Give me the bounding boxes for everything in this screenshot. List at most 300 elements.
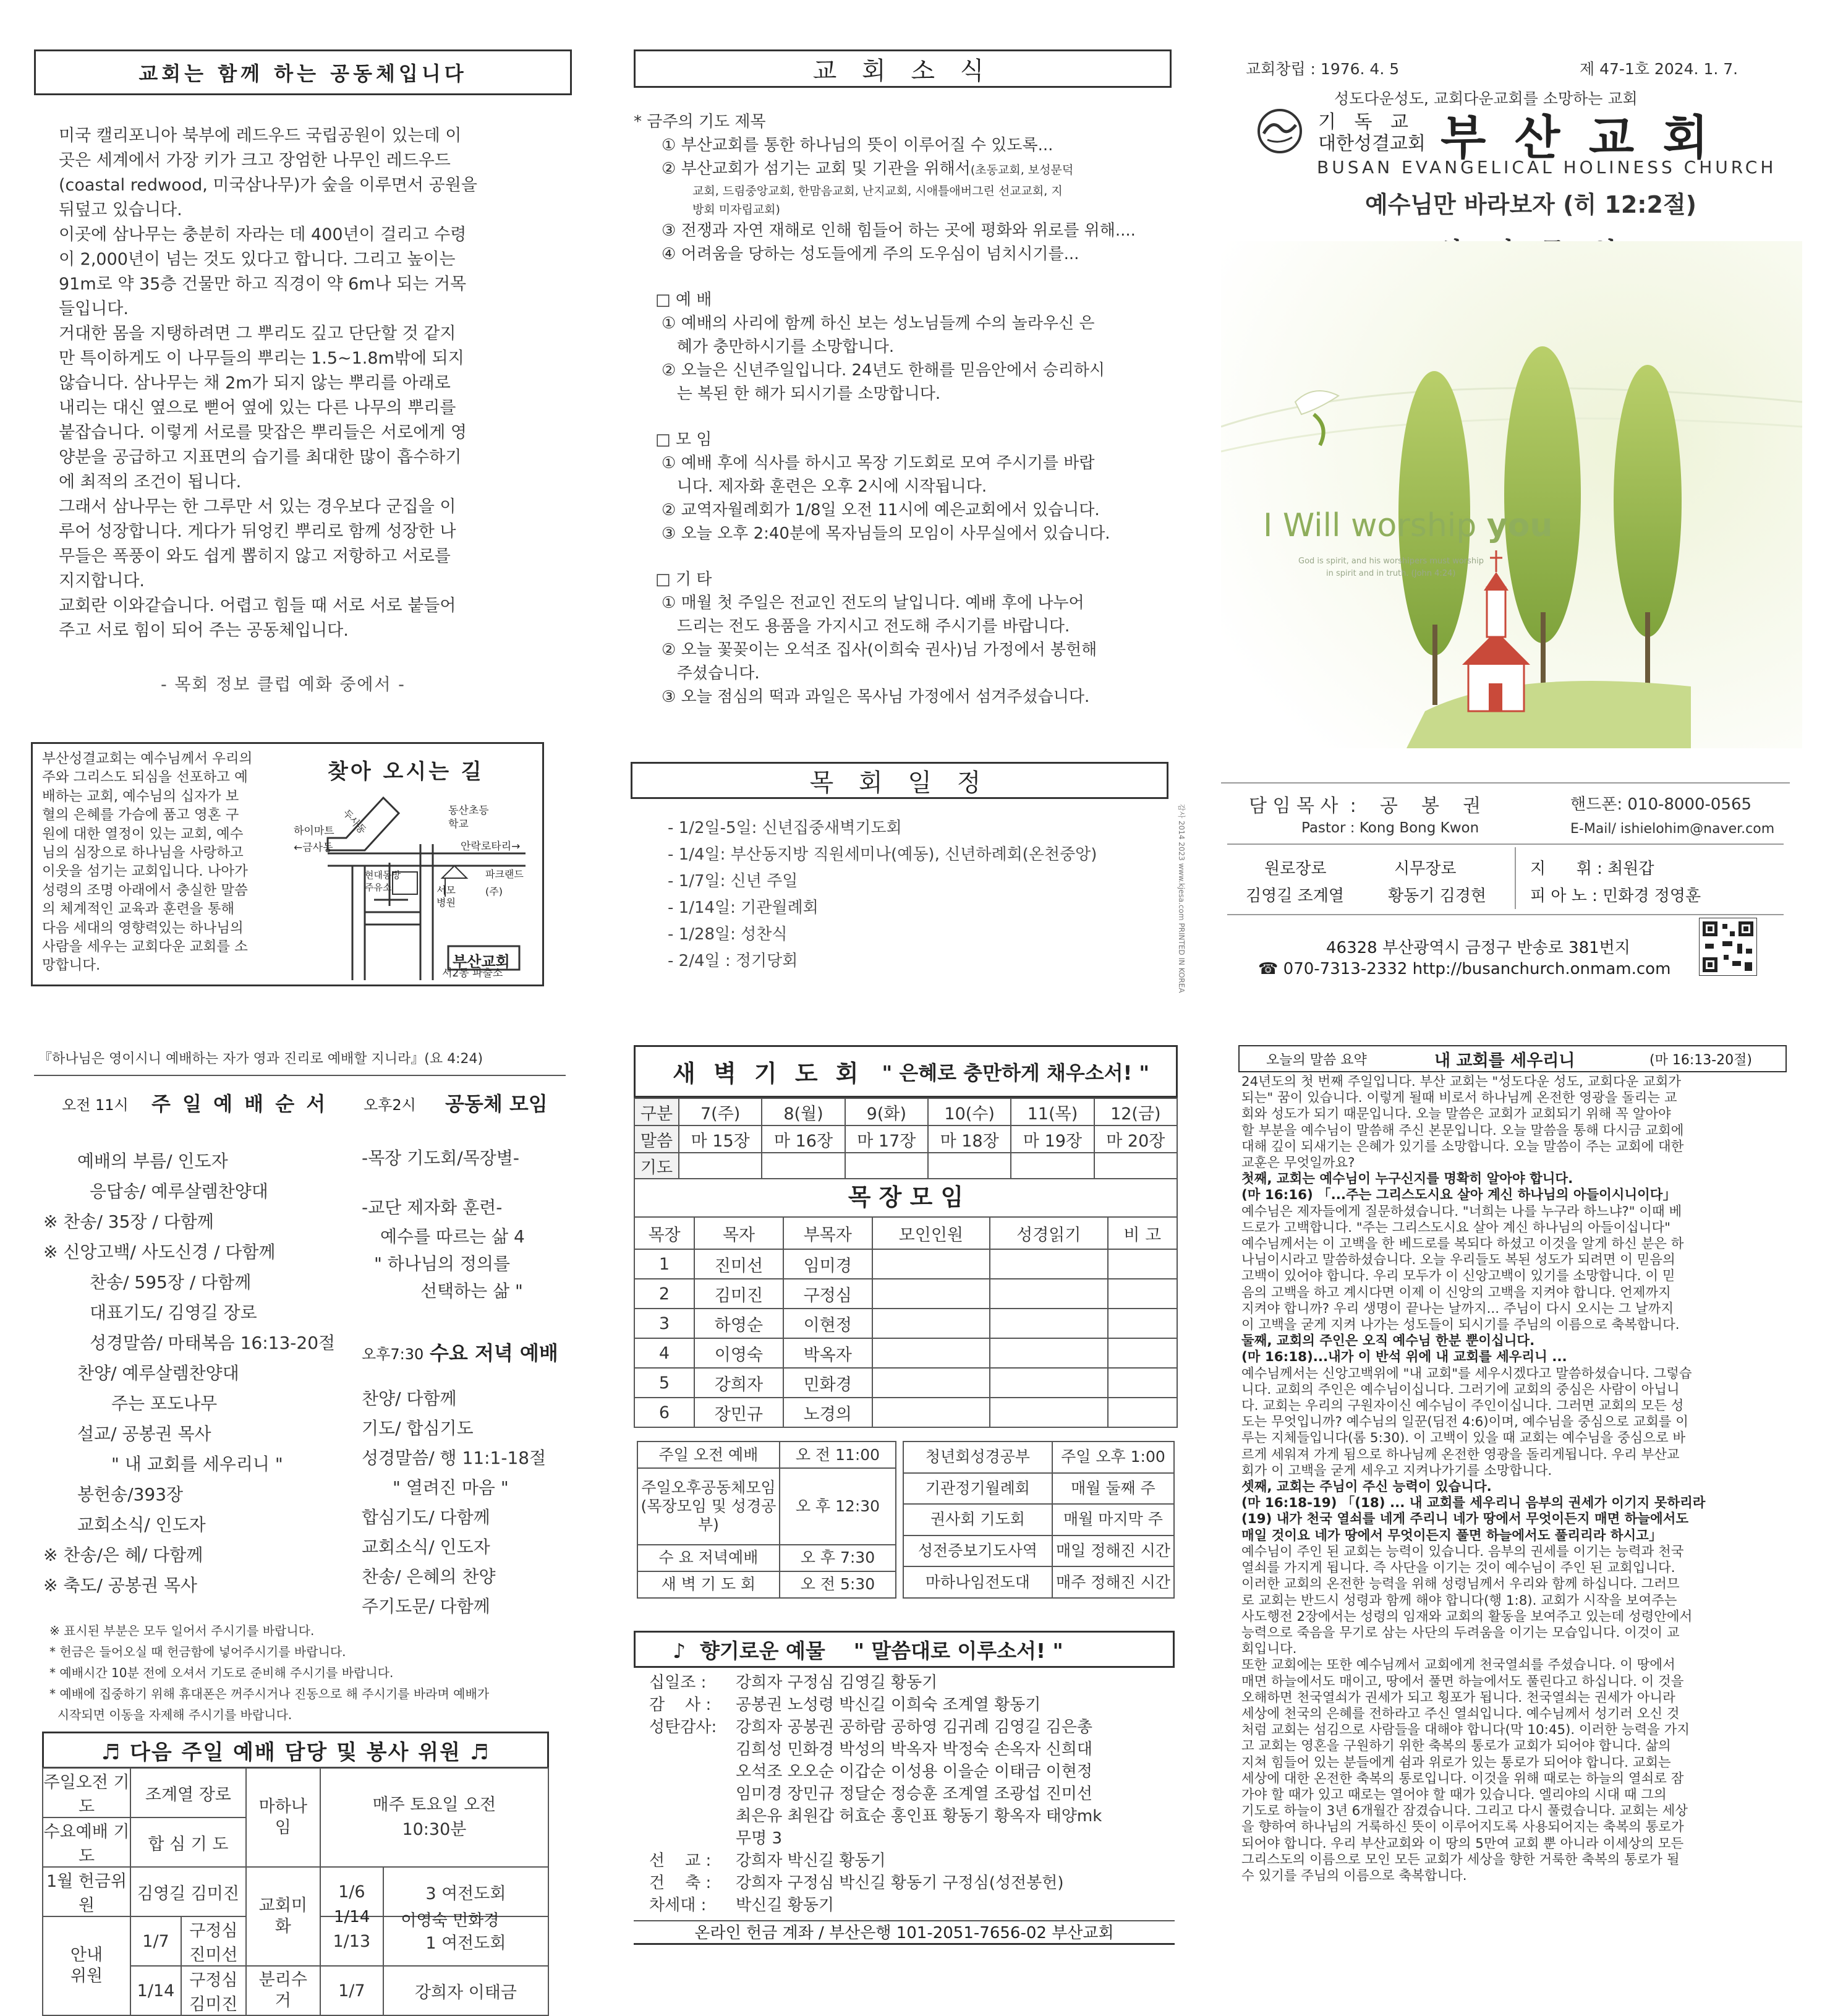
sermon-line: 가야 할 때가 있고 때로는 열어야 할 때가 있습니다. 엘리야의 시대 때 그의 <box>1241 1787 1667 1803</box>
sermon-line: 나님이시라고 말씀하셨습니다. 오늘 우리들도 복된 성도가 되려면 이 믿음의 <box>1241 1252 1675 1268</box>
offering-category: 성탄감사: <box>649 1718 717 1736</box>
article-title-box <box>34 49 572 95</box>
article-line: 무들은 폭풍이 와도 쉽게 뽑히지 않고 저항하고 서로를 <box>59 547 451 566</box>
mokjang-cell <box>872 1398 990 1427</box>
map-roads <box>291 745 538 983</box>
dawn-word-6: 마 20장 <box>1094 1125 1177 1153</box>
cover-verse-2: in spirit and in truth. (John 4:24) <box>1326 569 1456 578</box>
pastoral-title-box <box>631 762 1168 799</box>
dawn-word-2: 마 16장 <box>762 1125 845 1153</box>
sermon-line: 을 향하여 하나님의 거룩하신 뜻이 이루어지도록 사용되어지는 축복의 통로가 <box>1241 1819 1684 1835</box>
mokjang-cell <box>872 1338 990 1368</box>
etc-line: 드리는 전도 용품을 가지시고 전도해 주시기를 바랍니다. <box>662 617 1070 636</box>
mahana-label: 마하나임 <box>246 1768 320 1867</box>
g2-name: 구정심 김미진 <box>181 1966 246 2015</box>
pastor-email: E-Mail/ ishielohim@naver.com <box>1570 821 1775 837</box>
prayer-1: ① 부산교회를 통한 하나님의 뜻이 이루어질 수 있도록... <box>662 136 1053 155</box>
order-item: ※ 찬송/은 혜/ 다함께 <box>43 1545 203 1565</box>
choir-director: 지 휘 : 최원갑 <box>1530 860 1654 878</box>
order-item: 교회소식/ 인도자 <box>77 1514 206 1535</box>
schedule-cell: 오 후 12:30 <box>780 1468 896 1545</box>
mokjang-row <box>634 1249 1177 1279</box>
article-line: 붙잡습니다. 이렇게 서로를 맞잡은 뿌리들은 서로에게 영 <box>59 423 467 442</box>
staff-divider-1 <box>1221 782 1790 784</box>
order-item: 예배의 부름/ 인도자 <box>77 1151 228 1171</box>
mokjang-cell <box>872 1368 990 1398</box>
cover-issue: 제 47-1호 2024. 1. 7. <box>1580 60 1738 78</box>
order-wed-time: 오후7:30 <box>362 1346 424 1363</box>
duty-title-box <box>42 1732 549 1769</box>
sermon-line: 셋째, 교회는 주님이 주신 능력이 있습니다. <box>1241 1479 1492 1495</box>
sermon-line: 할 부분을 예수님이 말씀해 주신 본문입니다. 오늘 말씀을 통해 다시금 교회에 <box>1241 1122 1684 1138</box>
map-label-church: 부산교회 <box>453 953 510 970</box>
sermon-line: 둘째, 교회의 주인은 오직 예수님 한분 뿐이십니다. <box>1241 1333 1535 1349</box>
schedule-row <box>637 1545 896 1571</box>
order-item: ※ 신앙고백/ 사도신경 / 다함께 <box>43 1242 276 1262</box>
sermon-line: 음의 고백을 하고 계시다면 이제 이 신앙의 고백을 지켜야 합니다. 언제까지 <box>1241 1284 1671 1301</box>
m1-date: 1/6 <box>320 1867 383 1916</box>
map-label-dongsan: 동산초등학교 <box>448 805 489 831</box>
mokjang-cell: 1 <box>634 1249 694 1279</box>
wed-item: " 열려진 마음 " <box>393 1477 509 1498</box>
offering-row <box>649 1672 1181 1694</box>
mokjang-cell <box>1108 1309 1177 1338</box>
map <box>291 745 538 983</box>
mokjang-cell: 장민규 <box>694 1398 783 1427</box>
guide-label: 안내위원 <box>43 1916 130 2015</box>
sermon-line: 교훈은 무엇일까요? <box>1241 1155 1355 1171</box>
mokjang-row <box>634 1398 1177 1427</box>
order-verse: 『하나님은 영이시니 예배하는 자가 영과 진리로 예배할 지니라』(요 4:24) <box>38 1051 483 1067</box>
order-note: 시작되면 이동을 자제해 주시기를 바랍니다. <box>49 1707 292 1722</box>
prayer-2-wrap <box>634 157 1178 182</box>
article-line: 양분을 공급하고 지표면의 습기를 최대한 많이 흡수하기 <box>59 448 462 467</box>
schedule-row <box>903 1566 1174 1598</box>
schedule-cell: 매월 마지막 주 <box>1052 1504 1174 1535</box>
sermon-line: 사도행전 2장에서는 성령의 임재와 교회의 활동을 보여주고 있는데 성령안에서 <box>1241 1608 1693 1625</box>
mokjang-cell <box>990 1279 1107 1309</box>
map-label-hyundai: 현대동방주유소 <box>365 869 401 893</box>
mokjang-cell: 박옥자 <box>783 1338 872 1368</box>
dawn-table <box>634 1098 1178 1179</box>
mokjang-row <box>634 1368 1177 1398</box>
mokjang-head-2: 부목자 <box>783 1217 872 1249</box>
etc-line: 주셨습니다. <box>662 664 760 683</box>
sermon-line: 이러한 교회의 온전한 능력을 위해 성령님께서 우리와 함께 하십니다. 그러므 <box>1241 1576 1680 1592</box>
order-note: ※ 표시된 부분은 모두 일어서 주시기를 바랍니다. <box>49 1623 315 1638</box>
sermon-label: 오늘의 말씀 요약 <box>1266 1053 1367 1068</box>
article-line: 들입니다. <box>59 299 129 318</box>
sermon-line: 회와 성도가 되기 때문입니다. 오늘 말씀은 교회가 교회되기 위해 꼭 알아야 <box>1241 1106 1671 1122</box>
news-content <box>634 110 1178 709</box>
b2-date: 1/14 <box>334 1908 370 1926</box>
offering-names: 김희성 민화경 박성의 박옥자 박정숙 손옥자 신희대 <box>736 1740 1093 1759</box>
schedule-cell: 성전증보기도사역 <box>903 1535 1052 1567</box>
article-line: 뒤덮고 있습니다. <box>59 200 182 220</box>
pm-item: -교단 제자화 훈련- <box>362 1197 503 1218</box>
mokjang-cell <box>872 1309 990 1338</box>
offering-row <box>649 1850 1181 1872</box>
order-item: 대표기도/ 김영길 장로 <box>90 1302 257 1323</box>
order-item: 응답송/ 예루살렘찬양대 <box>90 1181 268 1202</box>
elder1-names: 김영길 조계열 <box>1246 887 1344 905</box>
offering-names: 강희자 구정심 김영길 황동기 <box>736 1673 938 1692</box>
offering-row <box>649 1738 1181 1761</box>
article-line: 그래서 삼나무는 한 그루만 서 있는 경우보다 군집을 이 <box>59 497 456 516</box>
offering-row <box>649 1716 1181 1738</box>
dawn-word-5: 마 19장 <box>1011 1125 1094 1153</box>
article-line: 거대한 몸을 지탱하려면 그 뿌리도 깊고 단단할 것 같지 <box>59 324 456 343</box>
sermon-line: (마 16:18)...내가 이 반석 위에 내 교회를 세우리니 ... <box>1241 1349 1567 1365</box>
schedule-cell: 매일 정해진 시간 <box>1052 1535 1174 1567</box>
sermon-line: 로 교회는 반드시 성령과 함께 해야 합니다(행 1:8). 교회가 시작을 보여주는 <box>1241 1592 1677 1608</box>
sermon-line: 지쳐 힘들어 있는 분들에게 쉼과 위로가 있는 통로가 되어야 합니다. 교회는 <box>1241 1754 1671 1770</box>
offering-names: 공봉권 노성령 박신길 이희숙 조계열 황동기 <box>736 1696 1041 1714</box>
meeting-line: ③ 오늘 오후 2:40분에 목자님들의 모임이 사무실에서 있습니다. <box>662 524 1110 543</box>
dawn-head-4: 10(수) <box>928 1098 1011 1125</box>
mokjang-row <box>634 1338 1177 1368</box>
sermon-line: 르게 세워져 가게 됨으로 하나님께 온전한 영광을 돌리게됩니다. 우리 부산교 <box>1241 1446 1680 1463</box>
cover-founded: 교회창립 : 1976. 4. 5 <box>1246 60 1400 78</box>
offering-names: 오석조 오오순 이갑순 이성용 이을순 이태금 이현정 <box>736 1762 1093 1781</box>
pastoral-item: - 1/14일: 기관월례회 <box>668 899 819 917</box>
schedule-row <box>637 1468 896 1545</box>
offering-category <box>649 1827 736 1850</box>
offering-row <box>649 1827 1181 1850</box>
staff-divider-2 <box>1227 844 1784 845</box>
sermon-title: 내 교회를 세우리니 <box>1434 1051 1575 1070</box>
sermon-line: 24년도의 첫 번째 주일입니다. 부산 교회는 "성도다운 성도, 교회다운 교회가 <box>1241 1074 1682 1090</box>
mokjang-title: 목 장 모 임 <box>634 1178 1178 1216</box>
etc-lines <box>634 591 1178 709</box>
sermon-line: 오해하면 천국열쇠가 권세가 되고 횡포가 됩니다. 천국열쇠는 권세가 아니라 <box>1241 1689 1675 1706</box>
staff-vline <box>1515 847 1516 909</box>
sermon-line: 또한 교회에는 또한 예수님께서 교회에게 천국열쇠를 주셨습니다. 이 땅에서 <box>1241 1657 1675 1673</box>
offering-names: 무명 3 <box>736 1829 783 1848</box>
article-line: 지지합니다. <box>59 571 145 591</box>
mokjang-cell: 6 <box>634 1398 694 1427</box>
pm-item: -목장 기도회/목장별- <box>362 1148 519 1168</box>
sermon-line: 예수님께서는 신앙고백위에 "내 교회"를 세우시겠다고 말씀하셨습니다. 그렇습 <box>1241 1365 1692 1382</box>
article-line: 이 2,000년이 넘는 것도 있다고 합니다. 그리고 높이는 <box>59 250 456 269</box>
sermon-line: 기도로 하늘이 3년 6개월간 잠겼습니다. 그리고 다시 풀렸습니다. 교회는 세상 <box>1241 1803 1688 1819</box>
cover-name: 부 산 교 회 <box>1441 110 1715 165</box>
schedule-cell: 새 벽 기 도 회 <box>637 1571 780 1598</box>
wed-item: 주기도문/ 다함께 <box>362 1596 490 1617</box>
elder2-names: 황동기 김경현 <box>1388 887 1486 905</box>
article-line: 에 최적의 조건이 됩니다. <box>59 472 242 492</box>
account-box <box>634 1920 1175 1945</box>
b2-name: 이영숙 민화경 <box>401 1911 500 1930</box>
address: 46328 부산광역시 금정구 반송로 381번지 <box>1326 939 1630 957</box>
sermon-line: 드로가 고백합니다. "주는 그리스도시요 살아 계신 하나님의 아들이십니다" <box>1241 1219 1670 1236</box>
schedule-cell: 주일 오전 예배 <box>637 1442 780 1468</box>
map-label-seodong-2: 서2동 파출소 <box>442 967 503 980</box>
article-line: (coastal redwood, 미국삼나무)가 숲을 이루면서 공원을 <box>59 176 477 195</box>
cover-eng: BUSAN EVANGELICAL HOLINESS CHURCH <box>1317 157 1777 177</box>
meeting-line: ② 교역자월례회가 1/8일 오전 11시에 예은교회에서 있습니다. <box>662 501 1100 519</box>
sermon-line: 루는 지체들입니다(롬 5:30). 이 고백이 있을 때 교회는 예수님을 중심으로 바 <box>1241 1430 1686 1446</box>
offering-category: 건 축 : <box>649 1874 712 1892</box>
wed-items <box>362 1384 566 1621</box>
mokjang-table <box>634 1216 1178 1428</box>
sermon-line: (마 16:16) 「...주는 그리스도시요 살아 계신 하나님의 아들이시니이다」 <box>1241 1187 1676 1203</box>
offering-category <box>649 1738 736 1761</box>
cover-worship-you: you <box>1486 507 1553 544</box>
article-line: 이곳에 삼나무는 충분히 자라는 데 400년이 걸리고 수령 <box>59 225 467 244</box>
sermon-line: 세상에 천국의 은혜를 전하라고 주신 열쇠입니다. 예수님께서 성기러 오신 것 <box>1241 1706 1680 1722</box>
offering-row <box>649 1694 1181 1716</box>
schedule-cell: 권사회 기도회 <box>903 1504 1052 1535</box>
mokjang-cell <box>1108 1338 1177 1368</box>
article-line: 주고 서로 힘이 되어 주는 공동체입니다. <box>59 621 349 640</box>
order-items <box>43 1146 352 1600</box>
m2-date: 1/13 <box>320 1916 383 1966</box>
mokjang-cell <box>1108 1368 1177 1398</box>
order-item: 찬송/ 595장 / 다함께 <box>90 1272 252 1292</box>
pm-item: 선택하는 삶 " <box>420 1281 523 1301</box>
sermon-line: (19) 내가 천국 열쇠를 네게 주리니 네가 땅에서 무엇이든지 매면 하늘에서도 <box>1241 1511 1689 1527</box>
wed-item: 찬송/ 은혜의 찬양 <box>362 1566 496 1587</box>
duty-title: ♬ 다음 주일 예배 담당 및 봉사 위원 ♬ <box>101 1740 490 1765</box>
pianist: 피 아 노 : 민화경 정영훈 <box>1530 887 1701 905</box>
order-note: * 헌금은 들어오실 때 헌금함에 넣어주시기를 바랍니다. <box>49 1644 346 1659</box>
offering-row <box>649 1805 1181 1827</box>
b1-name: 강희자 이태금 <box>383 1966 548 2015</box>
order-note: * 예배에 집중하기 위해 휴대폰은 꺼주시거나 진동으로 해 주시기를 바라며 예배가 <box>49 1686 490 1701</box>
mokjang-cell: 4 <box>634 1338 694 1368</box>
schedule-cell: 마하나임전도대 <box>903 1566 1052 1598</box>
offering-names: 최은유 최원갑 허효순 홍인표 황동기 황옥자 태양mk <box>736 1807 1102 1826</box>
prayer-2-small: (초동교회, 보성문덕 <box>970 163 1074 177</box>
mission-text <box>42 750 283 975</box>
order-item: 찬양/ 예루살렘찬양대 <box>77 1363 239 1383</box>
pastor-phone: 핸드폰: 010-8000-0565 <box>1570 795 1752 814</box>
offering-rows <box>649 1672 1181 1916</box>
mahana-time: 매주 토요일 오전 10:30분 <box>320 1768 548 1867</box>
mission-line: 부산성결교회는 예수님께서 우리의 <box>42 751 253 767</box>
article-title: 교회는 함께 하는 공동체입니다 <box>138 62 467 85</box>
mokjang-cell: 이영숙 <box>694 1338 783 1368</box>
mokjang-cell: 5 <box>634 1368 694 1398</box>
schedule-row <box>903 1442 1174 1473</box>
dawn-head-2: 8(월) <box>762 1098 845 1125</box>
church-logo-icon <box>1255 106 1304 156</box>
cover-motto: 성도다운성도, 교회다운교회를 소망하는 교회 <box>1334 90 1638 108</box>
sermon-line: 되어야 합니다. 우리 부산교회와 이 땅의 5만여 교회 뿐 아니라 이세상의 모든 <box>1241 1835 1684 1852</box>
sermon-line: 회가 이 고백을 굳게 세우고 지켜나가기를 소망합니다. <box>1241 1463 1552 1479</box>
sermon-ref: (마 16:13-20절) <box>1649 1053 1752 1068</box>
sermon-line: 이 고백을 굳게 지켜 나가는 성도들이 되시기를 주님의 이름으로 축복합니다. <box>1241 1317 1680 1333</box>
mokjang-head-0: 목장 <box>634 1217 694 1249</box>
map-label-himart: 하이마트 <box>294 825 334 837</box>
schedule-left <box>637 1441 896 1599</box>
bunri-label: 분리수거 <box>246 1966 320 2015</box>
sermon-line: 수 있기를 주님의 이름으로 축복합니다. <box>1241 1868 1467 1884</box>
article-line: 만 특이하게도 이 나무들의 뿌리는 1.5~1.8m밖에 되지 <box>59 349 464 368</box>
sermon-line: 매일 것이요 네가 땅에서 무엇이든지 풀면 하늘에서도 풀리리라 하시고」 <box>1241 1527 1662 1544</box>
schedule-row <box>637 1571 896 1598</box>
schedule-cell: 청년회성경공부 <box>903 1442 1052 1473</box>
pastoral-title: 목 회 일 정 <box>809 768 990 797</box>
order-pm-title: 공동체 모임 <box>445 1092 548 1116</box>
dawn-subtitle: " 은혜로 충만하게 채우소서! " <box>882 1061 1150 1085</box>
mokjang-cell: 김미진 <box>694 1279 783 1309</box>
pastoral-item: - 2/4일 : 정기당회 <box>668 952 798 970</box>
schedule-cell: 오 후 7:30 <box>780 1545 896 1571</box>
mokjang-cell <box>990 1398 1107 1427</box>
meeting-line: ① 예배 후에 식사를 하시고 목장 기도회로 모여 주시기를 바랍 <box>662 454 1095 472</box>
schedule-row <box>903 1504 1174 1535</box>
order-item: " 내 교회를 세우리니 " <box>111 1454 283 1474</box>
offering-category <box>649 1761 736 1783</box>
pastor-label: 담 임 목 사 : 공 봉 권 <box>1249 795 1481 817</box>
wed-item: 기도/ 합심기도 <box>362 1418 474 1438</box>
wed-item: 교회소식/ 인도자 <box>362 1537 490 1557</box>
cover-worship-text <box>1263 507 1552 544</box>
schedule-right <box>903 1441 1175 1599</box>
m1-name: 3 여전도회 <box>383 1867 548 1916</box>
mokjang-cell <box>990 1249 1107 1279</box>
article-line: 교회란 이와같습니다. 어렵고 힘들 때 서로 서로 붙들어 <box>59 596 456 615</box>
dawn-box <box>634 1045 1178 1098</box>
article-body <box>59 124 516 643</box>
offering-names: 박신길 황동기 <box>736 1896 834 1915</box>
sermon-line: 세상에 대한 온전한 축복의 통로입니다. 이것을 위해 때로는 하늘의 열쇠로 잠 <box>1241 1770 1684 1787</box>
offering-names: 강희자 공봉권 공하람 공하영 김귀례 김영길 김은총 <box>736 1718 1093 1736</box>
offering-names: 강희자 구정심 박신길 황동기 구정심(성전봉헌) <box>736 1874 1064 1892</box>
article-line: 곳은 세계에서 가장 키가 크고 장엄한 나무인 레드우드 <box>59 151 451 170</box>
duty-r3-label: 1월 헌금위원 <box>43 1867 130 1916</box>
mission-line: 의 체계적인 교육과 훈련을 통해 <box>42 901 235 918</box>
worship-lines <box>634 312 1178 406</box>
order-am-time: 오전 11시 <box>62 1096 129 1114</box>
duty-table <box>42 1767 549 2016</box>
offering-row <box>649 1872 1181 1894</box>
elder2-label: 시무장로 <box>1394 860 1457 878</box>
offering-row <box>649 1894 1181 1916</box>
order-pm-time: 오후2시 <box>364 1096 416 1114</box>
b1-date: 1/7 <box>320 1966 383 2015</box>
article-source: - 목회 정보 클럽 예화 중에서 - <box>161 675 406 694</box>
schedule-cell: 기관정기월례회 <box>903 1473 1052 1505</box>
qr-code-icon <box>1699 918 1757 976</box>
mokjang-cell <box>990 1338 1107 1368</box>
worship-line: ② 오늘은 신년주일입니다. 24년도 한해를 믿음안에서 승리하시 <box>662 361 1105 380</box>
offering-title: ♪ 향기로운 예물 " 말씀대로 이루소서! " <box>673 1638 1063 1663</box>
mokjang-cell: 이현정 <box>783 1309 872 1338</box>
schedule-row <box>903 1535 1174 1567</box>
offering-category: 감 사 : <box>649 1696 712 1714</box>
mokjang-cell: 강희자 <box>694 1368 783 1398</box>
mission-line: 혈의 은혜를 가슴에 품고 영혼 구 <box>42 807 239 824</box>
sermon-line: 능력으로 죽음을 무기로 삼는 사단의 두려움을 이기는 모습입니다. 이것이 교 <box>1241 1625 1680 1641</box>
order-item: 설교/ 공봉권 목사 <box>77 1424 211 1444</box>
map-label-anrak: 안락로타리→ <box>461 840 521 853</box>
meeting-lines <box>634 451 1178 545</box>
dawn-head-0: 구분 <box>634 1098 679 1125</box>
worship-line: 혜가 충만하시기를 소망합니다. <box>662 338 895 356</box>
mokjang-cell <box>990 1368 1107 1398</box>
order-item: 주는 포도나무 <box>111 1393 218 1414</box>
offering-row <box>649 1783 1181 1805</box>
mokjang-cell <box>1108 1279 1177 1309</box>
sermon-line: 예수님께서는 이 고백을 한 베드로를 복되다 하셨고 이것을 알게 하신 분은 하 <box>1241 1236 1684 1252</box>
mission-line: 배하는 교회, 예수님의 십자가 보 <box>42 788 239 805</box>
mission-line: 다음 세대의 영향력있는 하나님의 <box>42 920 244 936</box>
wed-item: 찬양/ 다함께 <box>362 1388 457 1409</box>
sermon-line: 열쇠를 가지게 됩니다. 즉 사단을 이기는 것이 예수님이 주인 된 교회입니다. <box>1241 1560 1675 1576</box>
map-label-geumsa: ←금사동 <box>294 842 333 854</box>
etc-line: ② 오늘 꽃꽂이는 오석조 집사(이희숙 권사)님 가정에서 봉헌해 <box>662 641 1097 659</box>
prayer-head: * 금주의 기도 제목 <box>634 113 766 131</box>
gyohoe-label: 교회미화 <box>246 1867 320 1966</box>
prayer-2-small-3: 방회 미자립교회) <box>692 203 780 216</box>
mission-line: 성령의 조명 아래에서 충실한 말씀 <box>42 882 248 899</box>
order-divider <box>34 1075 566 1076</box>
pastoral-item: - 1/2일-5일: 신년집중새벽기도회 <box>668 819 902 837</box>
g1-name: 구정심 진미선 <box>181 1916 246 1966</box>
mokjang-head-4: 성경읽기 <box>990 1217 1107 1249</box>
dawn-head-3: 9(화) <box>845 1098 928 1125</box>
mokjang-cell: 2 <box>634 1279 694 1309</box>
mission-line: 이웃을 섬기는 교회입니다. 나아가 <box>42 863 248 880</box>
mokjang-cell: 진미선 <box>694 1249 783 1279</box>
worship-line: ① 예배의 사리에 함께 하신 보는 성노님들께 수의 놀라우신 은 <box>662 314 1095 333</box>
b2-row <box>334 1908 499 1931</box>
sermon-line: 예수님이 주인 된 교회는 능력이 있습니다. 음부의 권세를 이기는 능력과 천국 <box>1241 1544 1684 1560</box>
mokjang-cell <box>990 1309 1107 1338</box>
schedule-cell: 주일 오후 1:00 <box>1052 1442 1174 1473</box>
order-wed-title: 수요 저녁 예배 <box>430 1341 558 1365</box>
pastoral-list <box>668 815 1097 975</box>
map-label-seomo: 서모병원 <box>436 884 456 908</box>
schedule-cell: 오 전 5:30 <box>780 1571 896 1598</box>
mokjang-cell: 민화경 <box>783 1368 872 1398</box>
article-line: 않습니다. 삼나무는 채 2m가 되지 않는 뿌리를 아래로 <box>59 374 451 393</box>
cover-illustration <box>1221 241 1802 748</box>
prayer-3: ③ 전쟁과 자연 재해로 인해 힘들어 하는 곳에 평화와 위로를 위해.... <box>662 221 1136 240</box>
sermon-line: 첫째, 교회는 예수님이 누구신지를 명확히 알아야 합니다. <box>1241 1171 1573 1187</box>
mokjang-cell <box>872 1249 990 1279</box>
schedule-cell: 오 전 11:00 <box>780 1442 896 1468</box>
sermon-line: 대해 깊이 되새기는 은혜가 있기를 소망합니다. 오늘 말씀이 주는 교회에 대한 <box>1241 1138 1684 1155</box>
offering-category: 차세대 : <box>649 1896 707 1915</box>
mokjang-cell <box>1108 1398 1177 1427</box>
schedule-row <box>903 1473 1174 1505</box>
sermon-line: 그리스도의 이름으로 모인 모든 교회가 세상을 향한 거룩한 축복의 통로가 될 <box>1241 1852 1680 1868</box>
pm-item: 예수를 따르는 삶 4 <box>380 1226 525 1247</box>
offering-title-box <box>634 1631 1175 1668</box>
mission-line: 원에 대한 열정이 있는 교회, 예수 <box>42 826 244 842</box>
sermon-line: 니다. 교회의 주인은 예수님이십니다. 그러기에 교회의 중심은 사람이 아닙니 <box>1241 1382 1680 1398</box>
sermon-line: 다. 교회는 우리의 구원자이신 예수님이 주인이십니다. 그러면 교회의 모든 성 <box>1241 1398 1684 1414</box>
offering-names: 강희자 박신길 황동기 <box>736 1852 886 1870</box>
mokjang-row <box>634 1279 1177 1309</box>
meeting-line: 니다. 제자화 훈련은 오후 2시에 시작됩니다. <box>662 477 987 496</box>
sermon-line: 처럼 교회는 섬김으로 사람들을 대해야 합니다(막 10:45). 이러한 능력을 가지 <box>1241 1722 1690 1738</box>
map-label-road: 두사동 <box>340 807 369 837</box>
dawn-pray-label: 기도 <box>634 1153 679 1179</box>
article-line: 미국 캘리포니아 북부에 레드우드 국립공원이 있는데 이 <box>59 126 462 145</box>
worship-line: 는 복된 한 해가 되시기를 소망합니다. <box>662 385 941 403</box>
dawn-word-0: 말씀 <box>634 1125 679 1153</box>
mission-line: 사람을 세우는 교회다운 교회를 소 <box>42 939 248 955</box>
cover-denom-1: 기 독 교 <box>1318 111 1415 133</box>
etc-head: □ 기 타 <box>655 570 712 589</box>
map-title: 찾아 오시는 길 <box>328 759 484 784</box>
sermon-line: 고백이 있어야 합니다. 우리 모두가 이 신앙고백이 있기를 소망합니다. 이 믿 <box>1241 1268 1675 1284</box>
